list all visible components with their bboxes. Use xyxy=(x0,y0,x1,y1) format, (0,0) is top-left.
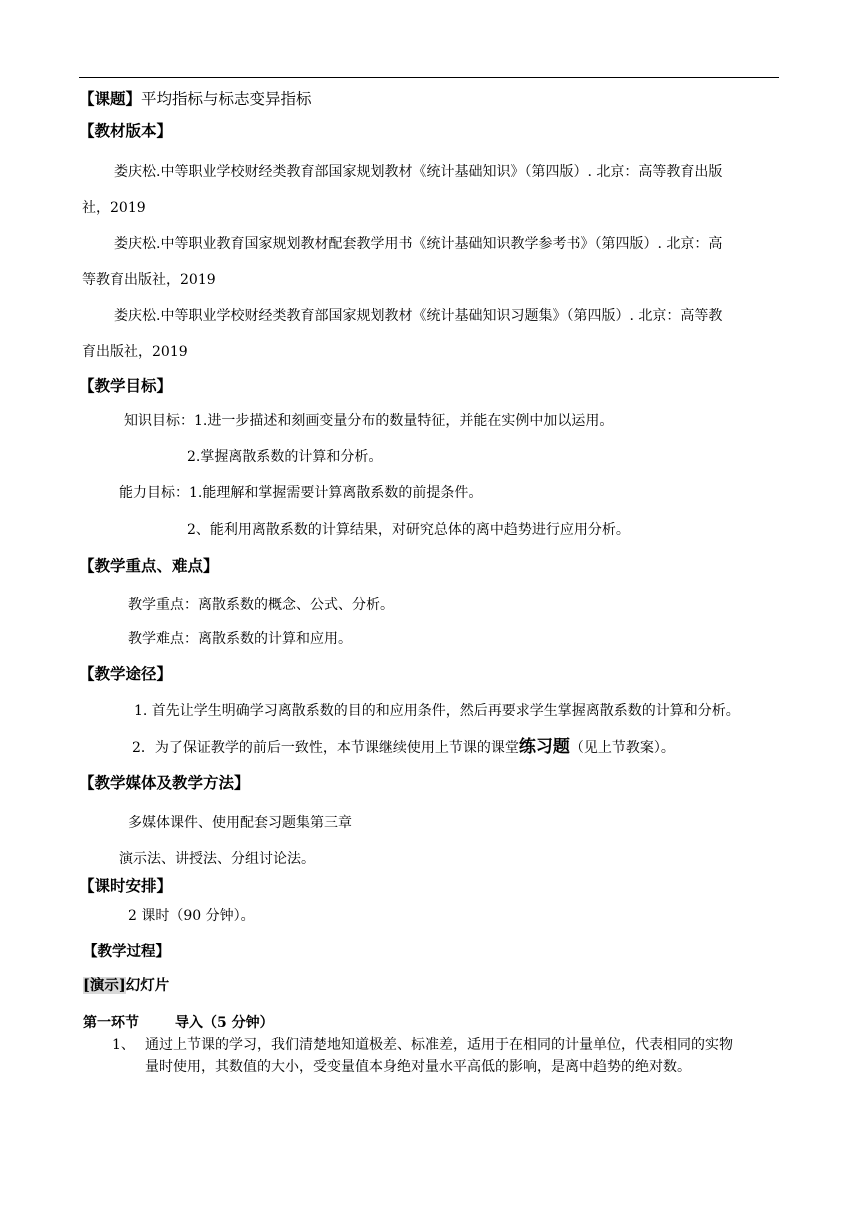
goal-ability-1: 能力目标：1.能理解和掌握需要计算离散系数的前提条件。 xyxy=(119,485,483,501)
process-heading: 【教学过程】 xyxy=(83,943,170,960)
media-line-2: 演示法、讲授法、分组讨论法。 xyxy=(119,851,315,867)
section-1-label: 第一环节 xyxy=(83,1015,139,1031)
key-focus: 教学重点：离散系数的概念、公式、分析。 xyxy=(128,597,394,613)
textbook-ref-1-cont: 社，2019 xyxy=(82,200,146,216)
key-difficulty: 教学难点：离散系数的计算和应用。 xyxy=(128,631,352,647)
item-1-number: 1、 xyxy=(112,1037,135,1053)
textbook-heading: 【教材版本】 xyxy=(79,121,173,140)
exercise-emphasis: 练习题 xyxy=(518,737,570,757)
media-heading: 【教学媒体及教学方法】 xyxy=(79,773,250,792)
textbook-ref-2-cont: 等教育出版社，2019 xyxy=(82,272,216,288)
textbook-ref-2: 娄庆松.中等职业教育国家规划教材配套教学用书《统计基础知识教学参考书》（第四版）. 北京：高 xyxy=(114,236,723,252)
media-line-1: 多媒体课件、使用配套习题集第三章 xyxy=(128,815,352,831)
topic-heading: 【课题】 xyxy=(79,89,142,108)
item-1-line-1: 通过上节课的学习，我们清楚地知道极差、标准差，适用于在相同的计量单位，代表相同的实物 xyxy=(145,1037,733,1053)
keypoints-heading: 【教学重点、难点】 xyxy=(79,556,219,575)
approach-item-1: 1. 首先让学生明确学习离散系数的目的和应用条件，然后再要求学生掌握离散系数的计算和分析。 xyxy=(134,703,740,719)
approach-item-2 xyxy=(132,737,675,758)
section-1-title: 导入（5 分钟） xyxy=(175,1015,274,1031)
topic-line xyxy=(79,88,312,110)
goal-knowledge-2: 2.掌握离散系数的计算和分析。 xyxy=(187,449,383,465)
demo-text: 幻灯片 xyxy=(125,977,170,994)
approach-item-2-text: 2．为了保证教学的前后一致性，本节课继续使用上节课的课堂 xyxy=(132,740,519,756)
approach-heading: 【教学途径】 xyxy=(79,664,173,683)
item-1-line-2: 量时使用，其数值的大小，受变量值本身绝对量水平高低的影响，是离中趋势的绝对数。 xyxy=(145,1059,691,1075)
topic-text: 平均指标与标志变异指标 xyxy=(141,90,312,108)
textbook-ref-3-cont: 育出版社，2019 xyxy=(82,344,188,360)
approach-item-2-note: （见上节教案）。 xyxy=(569,740,675,756)
textbook-ref-3: 娄庆松.中等职业学校财经类教育部国家规划教材《统计基础知识习题集》（第四版）. 北京：高等教 xyxy=(114,308,723,324)
schedule-heading: 【课时安排】 xyxy=(79,876,173,895)
schedule-line: 2 课时（90 分钟）。 xyxy=(128,908,255,924)
goal-ability-2: 2、能利用离散系数的计算结果，对研究总体的离中趋势进行应用分析。 xyxy=(187,522,630,538)
demo-tag: [演示] xyxy=(83,977,126,994)
goal-knowledge-1: 知识目标：1.进一步描述和刻画变量分布的数量特征，并能在实例中加以运用。 xyxy=(124,413,614,429)
demo-line xyxy=(83,976,169,996)
goals-heading: 【教学目标】 xyxy=(79,376,173,395)
textbook-ref-1: 娄庆松.中等职业学校财经类教育部国家规划教材《统计基础知识》（第四版）. 北京：高等教育出版 xyxy=(114,164,723,180)
header-rule xyxy=(79,77,779,78)
